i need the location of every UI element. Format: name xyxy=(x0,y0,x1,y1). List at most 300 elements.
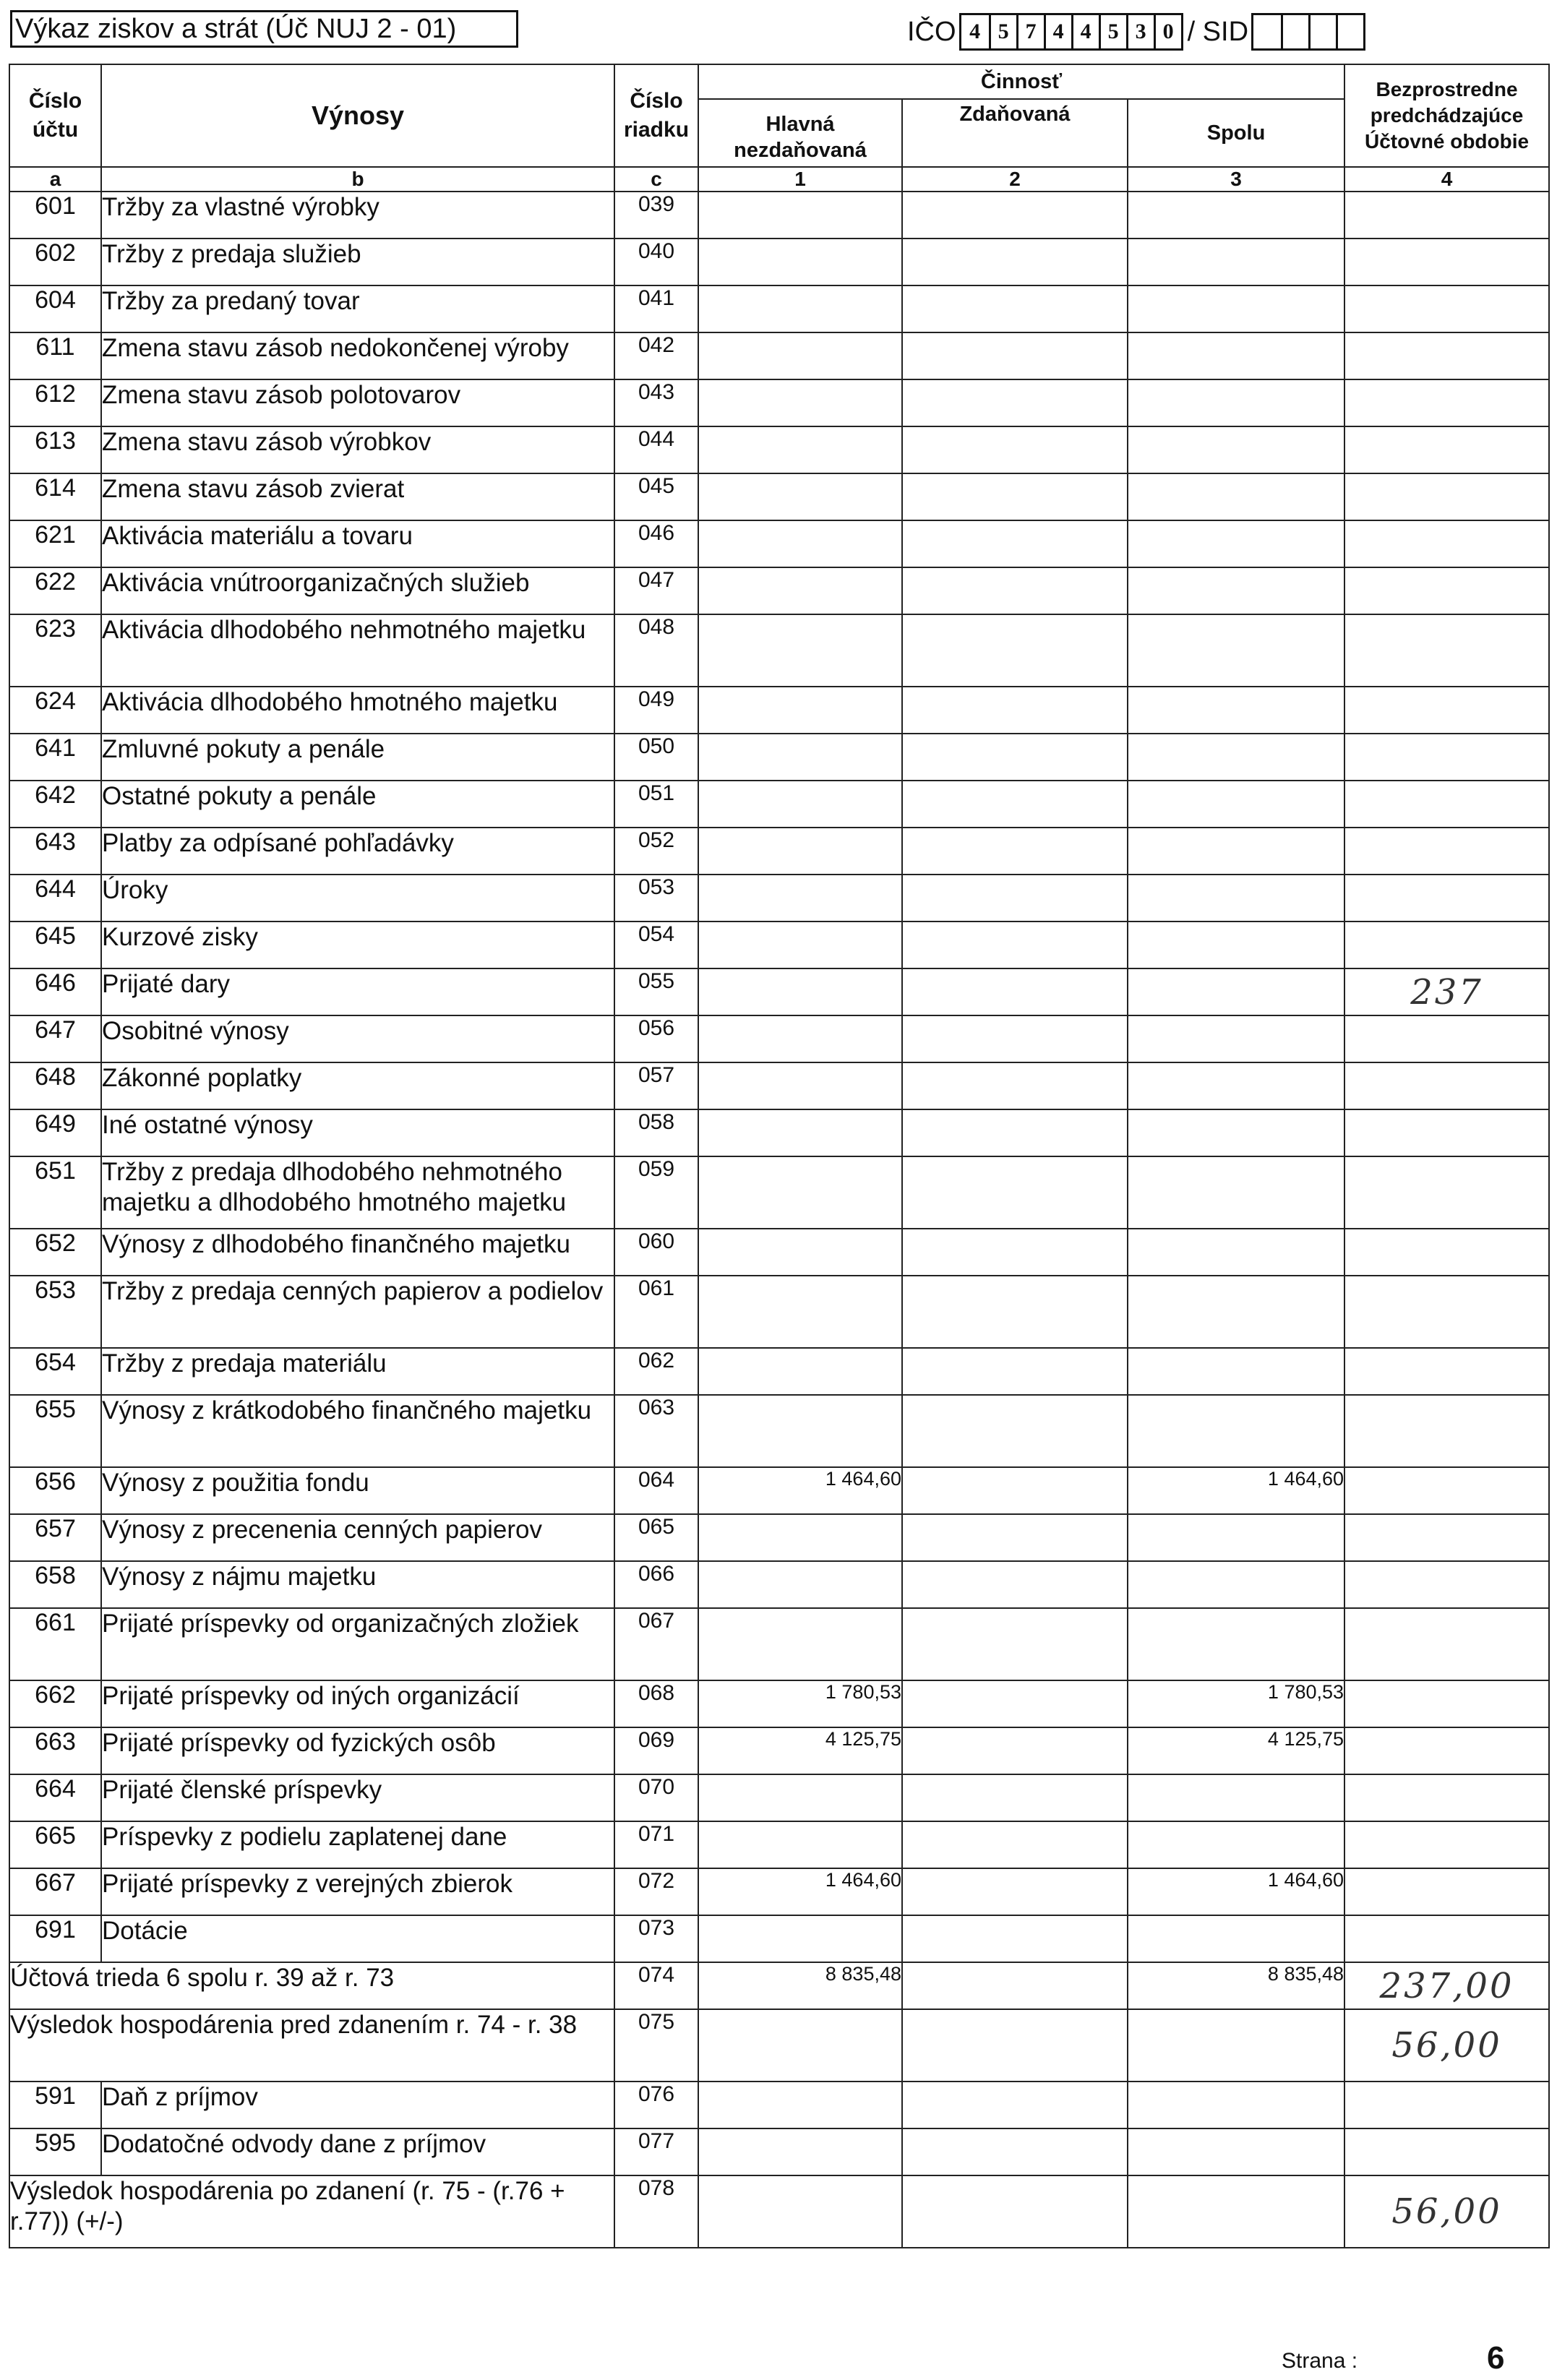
account-number: 611 xyxy=(9,332,101,379)
account-number: 651 xyxy=(9,1156,101,1229)
value-previous-period xyxy=(1344,1727,1549,1774)
value-previous-period xyxy=(1344,426,1549,473)
row-number: 051 xyxy=(614,781,698,828)
value-taxed xyxy=(902,1395,1128,1467)
value-main-untaxed xyxy=(698,473,902,520)
value-previous-period xyxy=(1344,1915,1549,1962)
summary-label: Účtová trieda 6 spolu r. 39 až r. 73 xyxy=(9,1962,614,2009)
table-row xyxy=(9,1015,1549,1062)
value-main-untaxed xyxy=(698,828,902,875)
row-number: 060 xyxy=(614,1229,698,1276)
value-taxed xyxy=(902,1514,1128,1561)
summary-label: Výsledok hospodárenia pred zdanením r. 74 - r. 38 xyxy=(9,2009,614,2082)
value-main-untaxed xyxy=(698,1395,902,1467)
row-number: 039 xyxy=(614,192,698,239)
value-taxed xyxy=(902,520,1128,567)
value-previous-period xyxy=(1344,828,1549,875)
revenue-name: Výnosy z nájmu majetku xyxy=(101,1561,614,1608)
revenue-name: Prijaté príspevky od iných organizácií xyxy=(101,1680,614,1727)
sid-box xyxy=(1253,15,1281,48)
row-number: 055 xyxy=(614,968,698,1015)
value-taxed xyxy=(902,567,1128,614)
value-total xyxy=(1128,473,1344,520)
value-total xyxy=(1128,1156,1344,1229)
ico-digit: 4 xyxy=(1071,15,1099,48)
value-total: 1 464,60 xyxy=(1128,1868,1344,1915)
table-row xyxy=(9,1727,1549,1774)
value-total xyxy=(1128,1774,1344,1821)
value-previous-period xyxy=(1344,1395,1549,1467)
value-total xyxy=(1128,2082,1344,2128)
value-main-untaxed xyxy=(698,1915,902,1962)
value-previous-period: 56,00 xyxy=(1344,2009,1549,2082)
table-row xyxy=(9,239,1549,285)
table-row xyxy=(9,1962,1549,2009)
value-taxed xyxy=(902,379,1128,426)
ico-digit: 7 xyxy=(1016,15,1044,48)
revenue-name: Tržby z predaja cenných papierov a podielov xyxy=(101,1276,614,1348)
revenue-name: Zákonné poplatky xyxy=(101,1062,614,1109)
row-number: 040 xyxy=(614,239,698,285)
value-total xyxy=(1128,1821,1344,1868)
account-number: 648 xyxy=(9,1062,101,1109)
value-taxed xyxy=(902,1727,1128,1774)
account-number: 691 xyxy=(9,1915,101,1962)
value-main-untaxed xyxy=(698,1774,902,1821)
table-row xyxy=(9,1561,1549,1608)
value-previous-period xyxy=(1344,1868,1549,1915)
account-number: 621 xyxy=(9,520,101,567)
value-main-untaxed xyxy=(698,2082,902,2128)
value-total xyxy=(1128,1109,1344,1156)
value-total xyxy=(1128,2009,1344,2082)
row-number: 054 xyxy=(614,922,698,968)
value-taxed xyxy=(902,239,1128,285)
value-main-untaxed xyxy=(698,1561,902,1608)
row-number: 062 xyxy=(614,1348,698,1395)
row-number: 070 xyxy=(614,1774,698,1821)
value-taxed xyxy=(902,734,1128,781)
table-row xyxy=(9,473,1549,520)
value-previous-period xyxy=(1344,1109,1549,1156)
value-total xyxy=(1128,1561,1344,1608)
row-number: 059 xyxy=(614,1156,698,1229)
value-previous-period xyxy=(1344,239,1549,285)
value-previous-period xyxy=(1344,1561,1549,1608)
value-main-untaxed xyxy=(698,1156,902,1229)
value-previous-period xyxy=(1344,1348,1549,1395)
header-account-number: Číslo účtu xyxy=(9,64,101,167)
revenue-name: Prijaté dary xyxy=(101,968,614,1015)
row-number: 053 xyxy=(614,875,698,922)
value-previous-period xyxy=(1344,781,1549,828)
revenue-name: Osobitné výnosy xyxy=(101,1015,614,1062)
account-number: 604 xyxy=(9,285,101,332)
table-row xyxy=(9,426,1549,473)
revenue-name: Príspevky z podielu zaplatenej dane xyxy=(101,1821,614,1868)
value-total xyxy=(1128,2128,1344,2175)
value-total: 4 125,75 xyxy=(1128,1727,1344,1774)
row-number: 069 xyxy=(614,1727,698,1774)
value-previous-period xyxy=(1344,922,1549,968)
row-number: 045 xyxy=(614,473,698,520)
table-row xyxy=(9,1915,1549,1962)
row-number: 058 xyxy=(614,1109,698,1156)
table-row xyxy=(9,1229,1549,1276)
value-main-untaxed xyxy=(698,1821,902,1868)
value-taxed xyxy=(902,1062,1128,1109)
value-previous-period xyxy=(1344,379,1549,426)
table-row xyxy=(9,2082,1549,2128)
value-previous-period: 56,00 xyxy=(1344,2175,1549,2248)
value-previous-period xyxy=(1344,2128,1549,2175)
value-total xyxy=(1128,1514,1344,1561)
value-taxed xyxy=(902,1015,1128,1062)
value-main-untaxed: 1 464,60 xyxy=(698,1868,902,1915)
value-taxed xyxy=(902,332,1128,379)
value-previous-period xyxy=(1344,1774,1549,1821)
column-letter: 3 xyxy=(1128,167,1344,192)
account-number: 613 xyxy=(9,426,101,473)
value-total xyxy=(1128,968,1344,1015)
value-main-untaxed: 1 780,53 xyxy=(698,1680,902,1727)
sid-box xyxy=(1336,15,1363,48)
table-row xyxy=(9,828,1549,875)
value-taxed xyxy=(902,1962,1128,2009)
account-number: 665 xyxy=(9,1821,101,1868)
account-number: 644 xyxy=(9,875,101,922)
revenue-name: Tržby z predaja materiálu xyxy=(101,1348,614,1395)
row-number: 047 xyxy=(614,567,698,614)
header-main-untaxed: Hlavná nezdaňovaná xyxy=(698,99,902,167)
header-row-number: Číslo riadku xyxy=(614,64,698,167)
value-previous-period xyxy=(1344,1608,1549,1680)
value-main-untaxed xyxy=(698,614,902,687)
value-previous-period xyxy=(1344,1680,1549,1727)
table-row xyxy=(9,567,1549,614)
value-taxed xyxy=(902,1467,1128,1514)
value-taxed xyxy=(902,1868,1128,1915)
account-number: 658 xyxy=(9,1561,101,1608)
ico-digit: 5 xyxy=(1099,15,1126,48)
ico-label: IČO xyxy=(907,16,956,47)
value-previous-period xyxy=(1344,192,1549,239)
value-total xyxy=(1128,332,1344,379)
value-previous-period xyxy=(1344,473,1549,520)
revenue-name: Prijaté príspevky z verejných zbierok xyxy=(101,1868,614,1915)
revenue-name: Prijaté príspevky od organizačných zložiek xyxy=(101,1608,614,1680)
row-number: 068 xyxy=(614,1680,698,1727)
value-taxed xyxy=(902,1229,1128,1276)
value-main-untaxed xyxy=(698,781,902,828)
value-main-untaxed xyxy=(698,192,902,239)
value-main-untaxed xyxy=(698,1109,902,1156)
account-number: 602 xyxy=(9,239,101,285)
account-number: 643 xyxy=(9,828,101,875)
value-main-untaxed xyxy=(698,734,902,781)
account-number: 641 xyxy=(9,734,101,781)
row-number: 071 xyxy=(614,1821,698,1868)
row-number: 066 xyxy=(614,1561,698,1608)
header-total: Spolu xyxy=(1128,99,1344,167)
revenue-name: Tržby z predaja dlhodobého nehmotného majetku a dlhodobého hmotného majetku xyxy=(101,1156,614,1229)
row-number: 042 xyxy=(614,332,698,379)
value-main-untaxed xyxy=(698,875,902,922)
value-total xyxy=(1128,1062,1344,1109)
header-activity: Činnosť xyxy=(698,64,1344,99)
value-previous-period xyxy=(1344,1467,1549,1514)
row-number: 078 xyxy=(614,2175,698,2248)
value-previous-period xyxy=(1344,1821,1549,1868)
account-number: 646 xyxy=(9,968,101,1015)
revenue-name: Tržby z predaja služieb xyxy=(101,239,614,285)
row-number: 041 xyxy=(614,285,698,332)
page-number: 6 xyxy=(1487,2340,1505,2376)
value-total xyxy=(1128,239,1344,285)
value-total xyxy=(1128,1915,1344,1962)
revenue-name: Iné ostatné výnosy xyxy=(101,1109,614,1156)
income-statement-table xyxy=(9,64,1550,2248)
value-total xyxy=(1128,426,1344,473)
value-taxed xyxy=(902,1276,1128,1348)
value-taxed xyxy=(902,968,1128,1015)
row-number: 048 xyxy=(614,614,698,687)
row-number: 074 xyxy=(614,1962,698,2009)
value-taxed xyxy=(902,1608,1128,1680)
revenue-name: Výnosy z krátkodobého finančného majetku xyxy=(101,1395,614,1467)
sid-box xyxy=(1308,15,1336,48)
row-number: 046 xyxy=(614,520,698,567)
revenue-name: Dotácie xyxy=(101,1915,614,1962)
table-row xyxy=(9,1467,1549,1514)
table-row xyxy=(9,1062,1549,1109)
value-main-untaxed xyxy=(698,2175,902,2248)
value-previous-period xyxy=(1344,687,1549,734)
value-previous-period: 237,00 xyxy=(1344,1962,1549,2009)
value-total xyxy=(1128,192,1344,239)
value-previous-period xyxy=(1344,1276,1549,1348)
value-total xyxy=(1128,1395,1344,1467)
account-number: 657 xyxy=(9,1514,101,1561)
header-taxed: Zdaňovaná xyxy=(902,99,1128,167)
revenue-name: Aktivácia vnútroorganizačných služieb xyxy=(101,567,614,614)
account-number: 647 xyxy=(9,1015,101,1062)
ico-digit-boxes xyxy=(959,13,1183,51)
row-number: 052 xyxy=(614,828,698,875)
account-number: 623 xyxy=(9,614,101,687)
value-taxed xyxy=(902,1561,1128,1608)
value-main-untaxed: 8 835,48 xyxy=(698,1962,902,2009)
revenue-name: Tržby za predaný tovar xyxy=(101,285,614,332)
revenue-name: Ostatné pokuty a penále xyxy=(101,781,614,828)
value-main-untaxed: 4 125,75 xyxy=(698,1727,902,1774)
value-total xyxy=(1128,379,1344,426)
value-main-untaxed xyxy=(698,687,902,734)
row-number: 050 xyxy=(614,734,698,781)
revenue-name: Zmena stavu zásob výrobkov xyxy=(101,426,614,473)
value-previous-period xyxy=(1344,1015,1549,1062)
account-number: 642 xyxy=(9,781,101,828)
account-number: 614 xyxy=(9,473,101,520)
value-previous-period xyxy=(1344,1229,1549,1276)
header-previous-period: Bezprostredne predchádzajúce Účtovné obdobie xyxy=(1344,64,1549,167)
value-previous-period xyxy=(1344,1156,1549,1229)
value-taxed xyxy=(902,2175,1128,2248)
account-number: 591 xyxy=(9,2082,101,2128)
table-row xyxy=(9,520,1549,567)
account-number: 601 xyxy=(9,192,101,239)
value-main-untaxed xyxy=(698,2009,902,2082)
column-letter: 2 xyxy=(902,167,1128,192)
value-main-untaxed xyxy=(698,1229,902,1276)
row-number: 057 xyxy=(614,1062,698,1109)
ico-digit: 3 xyxy=(1126,15,1154,48)
revenue-name: Aktivácia materiálu a tovaru xyxy=(101,520,614,567)
row-number: 072 xyxy=(614,1868,698,1915)
value-taxed xyxy=(902,828,1128,875)
value-total xyxy=(1128,567,1344,614)
table-row xyxy=(9,781,1549,828)
value-taxed xyxy=(902,192,1128,239)
value-total xyxy=(1128,828,1344,875)
value-main-untaxed xyxy=(698,968,902,1015)
revenue-name: Aktivácia dlhodobého hmotného majetku xyxy=(101,687,614,734)
value-main-untaxed xyxy=(698,332,902,379)
row-number: 077 xyxy=(614,2128,698,2175)
value-main-untaxed xyxy=(698,2128,902,2175)
value-total xyxy=(1128,922,1344,968)
value-total xyxy=(1128,1229,1344,1276)
revenue-name: Zmena stavu zásob nedokončenej výroby xyxy=(101,332,614,379)
ico-digit: 4 xyxy=(1044,15,1071,48)
ico-digit: 4 xyxy=(969,20,981,43)
value-total xyxy=(1128,875,1344,922)
column-letter: b xyxy=(101,167,614,192)
value-previous-period xyxy=(1344,332,1549,379)
column-letter: 1 xyxy=(698,167,902,192)
value-total xyxy=(1128,520,1344,567)
account-number: 667 xyxy=(9,1868,101,1915)
value-main-untaxed xyxy=(698,922,902,968)
value-main-untaxed xyxy=(698,1062,902,1109)
value-total xyxy=(1128,1348,1344,1395)
value-previous-period xyxy=(1344,567,1549,614)
table-row xyxy=(9,2009,1549,2082)
revenue-name: Zmena stavu zásob polotovarov xyxy=(101,379,614,426)
account-number: 645 xyxy=(9,922,101,968)
value-taxed xyxy=(902,875,1128,922)
value-main-untaxed xyxy=(698,1276,902,1348)
value-taxed xyxy=(902,1821,1128,1868)
account-number: 653 xyxy=(9,1276,101,1348)
value-total xyxy=(1128,614,1344,687)
sid-label: / SID xyxy=(1187,16,1249,47)
value-previous-period xyxy=(1344,1514,1549,1561)
value-taxed xyxy=(902,285,1128,332)
summary-label: Výsledok hospodárenia po zdanení (r. 75 - (r.76 + r.77)) (+/-) xyxy=(9,2175,614,2248)
revenue-name: Výnosy z použitia fondu xyxy=(101,1467,614,1514)
value-main-untaxed xyxy=(698,1348,902,1395)
value-total xyxy=(1128,734,1344,781)
value-total: 8 835,48 xyxy=(1128,1962,1344,2009)
value-previous-period xyxy=(1344,734,1549,781)
account-number: 624 xyxy=(9,687,101,734)
value-previous-period xyxy=(1344,285,1549,332)
value-previous-period xyxy=(1344,1062,1549,1109)
value-previous-period xyxy=(1344,2082,1549,2128)
value-main-untaxed xyxy=(698,285,902,332)
column-letter: c xyxy=(614,167,698,192)
value-taxed xyxy=(902,2082,1128,2128)
value-taxed xyxy=(902,426,1128,473)
account-number: 612 xyxy=(9,379,101,426)
row-number: 049 xyxy=(614,687,698,734)
value-taxed xyxy=(902,1348,1128,1395)
account-number: 595 xyxy=(9,2128,101,2175)
value-total xyxy=(1128,1015,1344,1062)
ico-digit: 0 xyxy=(1154,15,1181,48)
table-row xyxy=(9,875,1549,922)
table-row xyxy=(9,734,1549,781)
table-row xyxy=(9,332,1549,379)
table-row xyxy=(9,379,1549,426)
account-number: 654 xyxy=(9,1348,101,1395)
value-total: 1 464,60 xyxy=(1128,1467,1344,1514)
table-row xyxy=(9,1395,1549,1467)
row-number: 075 xyxy=(614,2009,698,2082)
revenue-name: Výnosy z precenenia cenných papierov xyxy=(101,1514,614,1561)
table-row xyxy=(9,1821,1549,1868)
table-row xyxy=(9,614,1549,687)
value-taxed xyxy=(902,2009,1128,2082)
page-label: Strana : xyxy=(1282,2349,1358,2373)
revenue-name: Prijaté členské príspevky xyxy=(101,1774,614,1821)
value-taxed xyxy=(902,1680,1128,1727)
revenue-name: Dodatočné odvody dane z príjmov xyxy=(101,2128,614,2175)
value-total xyxy=(1128,687,1344,734)
table-row xyxy=(9,922,1549,968)
value-main-untaxed: 1 464,60 xyxy=(698,1467,902,1514)
row-number: 064 xyxy=(614,1467,698,1514)
value-taxed xyxy=(902,2128,1128,2175)
revenue-name: Výnosy z dlhodobého finančného majetku xyxy=(101,1229,614,1276)
revenue-name: Zmluvné pokuty a penále xyxy=(101,734,614,781)
value-total xyxy=(1128,2175,1344,2248)
revenue-name: Úroky xyxy=(101,875,614,922)
revenue-name: Prijaté príspevky od fyzických osôb xyxy=(101,1727,614,1774)
account-number: 649 xyxy=(9,1109,101,1156)
value-taxed xyxy=(902,473,1128,520)
value-taxed xyxy=(902,1774,1128,1821)
row-number: 056 xyxy=(614,1015,698,1062)
revenue-name: Aktivácia dlhodobého nehmotného majetku xyxy=(101,614,614,687)
value-main-untaxed xyxy=(698,1514,902,1561)
revenue-name: Tržby za vlastné výrobky xyxy=(101,192,614,239)
row-number: 073 xyxy=(614,1915,698,1962)
value-taxed xyxy=(902,614,1128,687)
value-previous-period xyxy=(1344,875,1549,922)
account-number: 663 xyxy=(9,1727,101,1774)
table-row xyxy=(9,1680,1549,1727)
revenue-name: Zmena stavu zásob zvierat xyxy=(101,473,614,520)
value-previous-period: 237 xyxy=(1344,968,1549,1015)
account-number: 656 xyxy=(9,1467,101,1514)
row-number: 067 xyxy=(614,1608,698,1680)
revenue-name: Kurzové zisky xyxy=(101,922,614,968)
value-total xyxy=(1128,285,1344,332)
account-number: 662 xyxy=(9,1680,101,1727)
column-letter: a xyxy=(9,167,101,192)
